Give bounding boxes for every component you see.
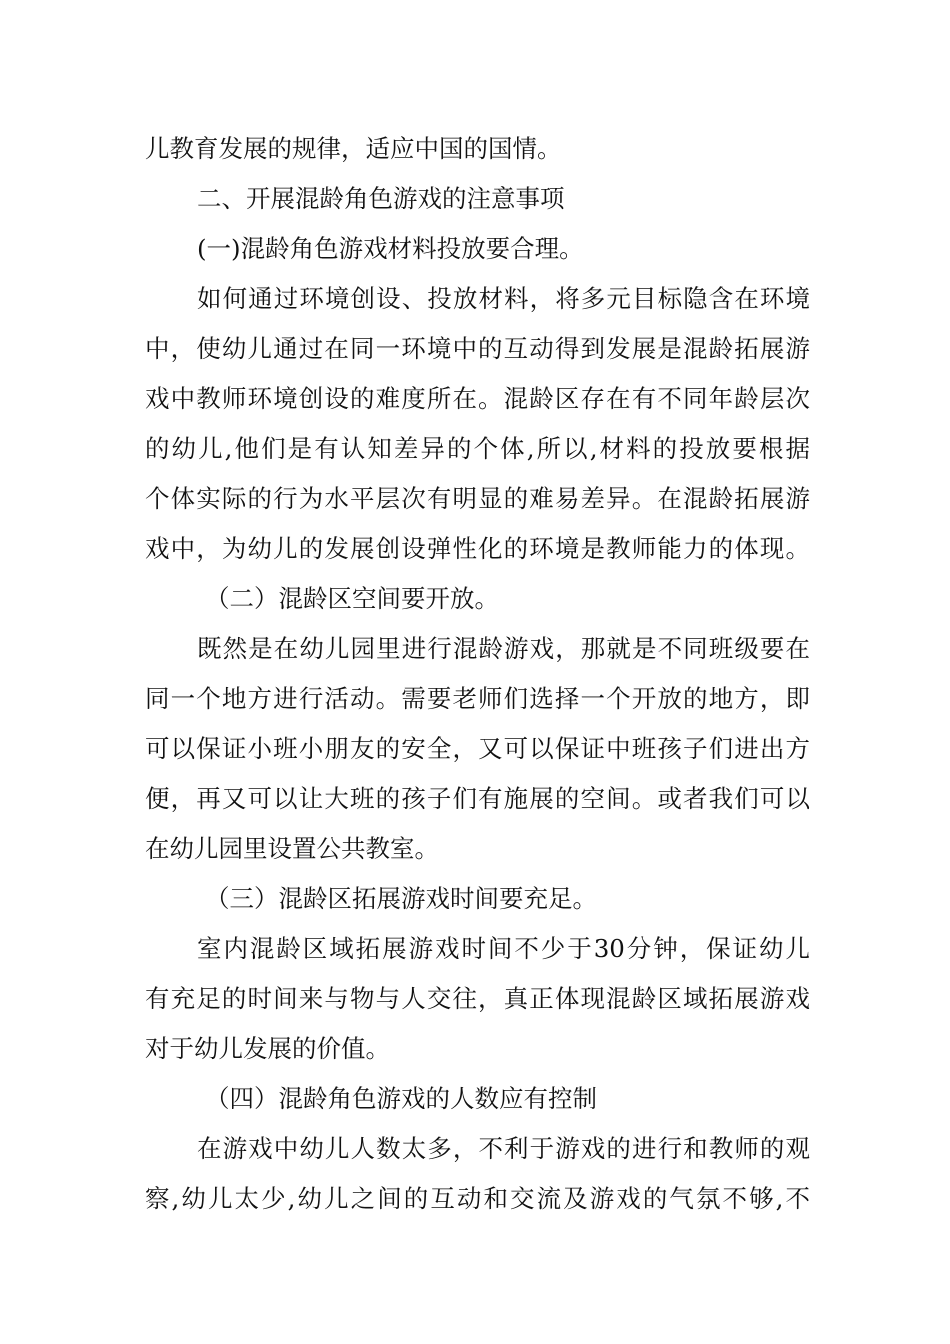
- paragraph-line: 中，使幼儿通过在同一环境中的互动得到发展是混龄拓展游: [145, 334, 810, 363]
- body-text: [145, 124, 810, 1224]
- subsection-heading: (一)混龄角色游戏材料投放要合理。: [197, 234, 584, 263]
- paragraph-line: 室内混龄区域拓展游戏时间不少于30分钟，保证幼儿: [197, 934, 810, 963]
- paragraph-line: 戏中，为幼儿的发展创设弹性化的环境是教师能力的体现。: [145, 534, 810, 563]
- paragraph-line: 同一个地方进行活动。需要老师们选择一个开放的地方，即: [145, 684, 810, 713]
- paragraph-line: 的幼儿,他们是有认知差异的个体,所以,材料的投放要根据: [145, 434, 810, 463]
- paragraph-line: 可以保证小班小朋友的安全，又可以保证中班孩子们进出方: [145, 734, 810, 763]
- subsection-heading: （二）混龄区空间要开放。: [205, 584, 499, 613]
- paragraph-line: 在幼儿园里设置公共教室。: [145, 834, 439, 863]
- paragraph-line: 在游戏中幼儿人数太多，不利于游戏的进行和教师的观: [197, 1134, 810, 1163]
- subsection-heading: （三）混龄区拓展游戏时间要充足。: [205, 884, 597, 913]
- section-heading: 二、开展混龄角色游戏的注意事项: [197, 184, 565, 213]
- paragraph-line: 对于幼儿发展的价值。: [145, 1034, 390, 1063]
- paragraph-line: 便，再又可以让大班的孩子们有施展的空间。或者我们可以: [145, 784, 810, 813]
- paragraph-line: 儿教育发展的规律，适应中国的国情。: [145, 134, 562, 163]
- subsection-heading: （四）混龄角色游戏的人数应有控制: [205, 1084, 597, 1113]
- paragraph-line: 戏中教师环境创设的难度所在。混龄区存在有不同年龄层次: [145, 384, 810, 413]
- paragraph-line: 如何通过环境创设、投放材料，将多元目标隐含在环境: [197, 284, 810, 313]
- paragraph-line: 察,幼儿太少,幼儿之间的互动和交流及游戏的气氛不够,不: [145, 1184, 810, 1213]
- paragraph-line: 既然是在幼儿园里进行混龄游戏，那就是不同班级要在: [197, 634, 810, 663]
- paragraph-line: 个体实际的行为水平层次有明显的难易差异。在混龄拓展游: [145, 484, 810, 513]
- paragraph-line: 有充足的时间来与物与人交往，真正体现混龄区域拓展游戏: [145, 984, 810, 1013]
